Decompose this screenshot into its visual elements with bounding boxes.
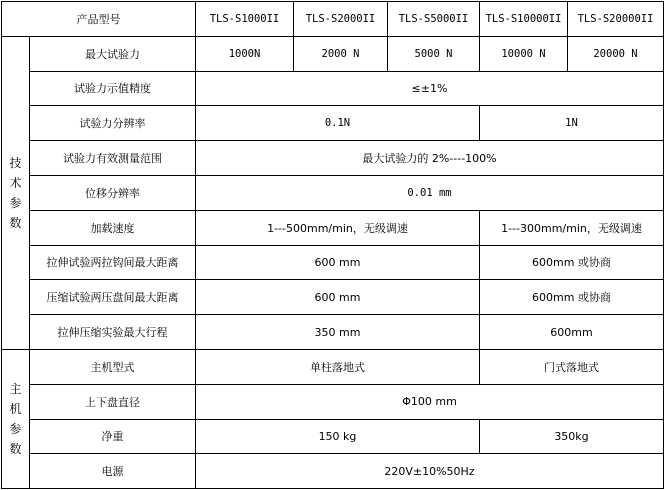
row-speed xyxy=(2,210,664,245)
value-cell: 350kg xyxy=(480,419,664,454)
value-cell: 600mm 或协商 xyxy=(480,245,664,280)
model-cell: TLS-S1000II xyxy=(196,2,294,37)
value-cell: 0.1N xyxy=(196,106,480,141)
value-cell: 最大试验力的 2%----100% xyxy=(196,141,664,176)
value-cell: 单柱落地式 xyxy=(196,349,480,384)
row-range xyxy=(2,141,664,176)
value-cell: 150 kg xyxy=(196,419,480,454)
row-accuracy xyxy=(2,71,664,106)
value-cell: 0.01 mm xyxy=(196,175,664,210)
model-header-label: 产品型号 xyxy=(2,2,196,37)
row-label: 主机型式 xyxy=(30,349,196,384)
value-cell: 1---500mm/min，无级调速 xyxy=(196,210,480,245)
row-label: 压缩试验两压盘间最大距离 xyxy=(30,280,196,315)
value-cell: Φ100 mm xyxy=(196,384,664,419)
row-label: 试验力分辨率 xyxy=(30,106,196,141)
row-displacement xyxy=(2,175,664,210)
row-label: 位移分辨率 xyxy=(30,175,196,210)
value-cell: 2000 N xyxy=(294,36,388,71)
value-cell: 1N xyxy=(480,106,664,141)
value-cell: 20000 N xyxy=(568,36,664,71)
row-power xyxy=(2,454,664,489)
tech-params-group-label: 技 术 参 数 xyxy=(2,36,30,349)
row-label: 净重 xyxy=(30,419,196,454)
value-cell: 350 mm xyxy=(196,315,480,350)
model-cell: TLS-S20000II xyxy=(568,2,664,37)
row-label: 加载速度 xyxy=(30,210,196,245)
row-plate-diameter xyxy=(2,384,664,419)
machine-params-group-label: 主 机 参 数 xyxy=(2,349,30,488)
model-cell: TLS-S5000II xyxy=(388,2,480,37)
row-compression-distance xyxy=(2,280,664,315)
row-label: 上下盘直径 xyxy=(30,384,196,419)
row-label: 电源 xyxy=(30,454,196,489)
header-row xyxy=(2,2,664,37)
row-label: 拉伸压缩实验最大行程 xyxy=(30,315,196,350)
row-label: 最大试验力 xyxy=(30,36,196,71)
row-label: 拉伸试验两拉钩间最大距离 xyxy=(30,245,196,280)
value-cell: 门式落地式 xyxy=(480,349,664,384)
row-max-force xyxy=(2,36,664,71)
row-label: 试验力有效测量范围 xyxy=(30,141,196,176)
row-label: 试验力示值精度 xyxy=(30,71,196,106)
value-cell: 1000N xyxy=(196,36,294,71)
row-weight xyxy=(2,419,664,454)
value-cell: 5000 N xyxy=(388,36,480,71)
value-cell: 220V±10%50Hz xyxy=(196,454,664,489)
value-cell: 1---300mm/min，无级调速 xyxy=(480,210,664,245)
row-resolution xyxy=(2,106,664,141)
value-cell: 600 mm xyxy=(196,245,480,280)
value-cell: ≤±1% xyxy=(196,71,664,106)
value-cell: 600mm 或协商 xyxy=(480,280,664,315)
model-cell: TLS-S2000II xyxy=(294,2,388,37)
model-cell: TLS-S10000II xyxy=(480,2,568,37)
row-tension-distance xyxy=(2,245,664,280)
row-stroke xyxy=(2,315,664,350)
value-cell: 600 mm xyxy=(196,280,480,315)
value-cell: 600mm xyxy=(480,315,664,350)
row-frame-type xyxy=(2,349,664,384)
spec-table xyxy=(1,1,664,489)
value-cell: 10000 N xyxy=(480,36,568,71)
